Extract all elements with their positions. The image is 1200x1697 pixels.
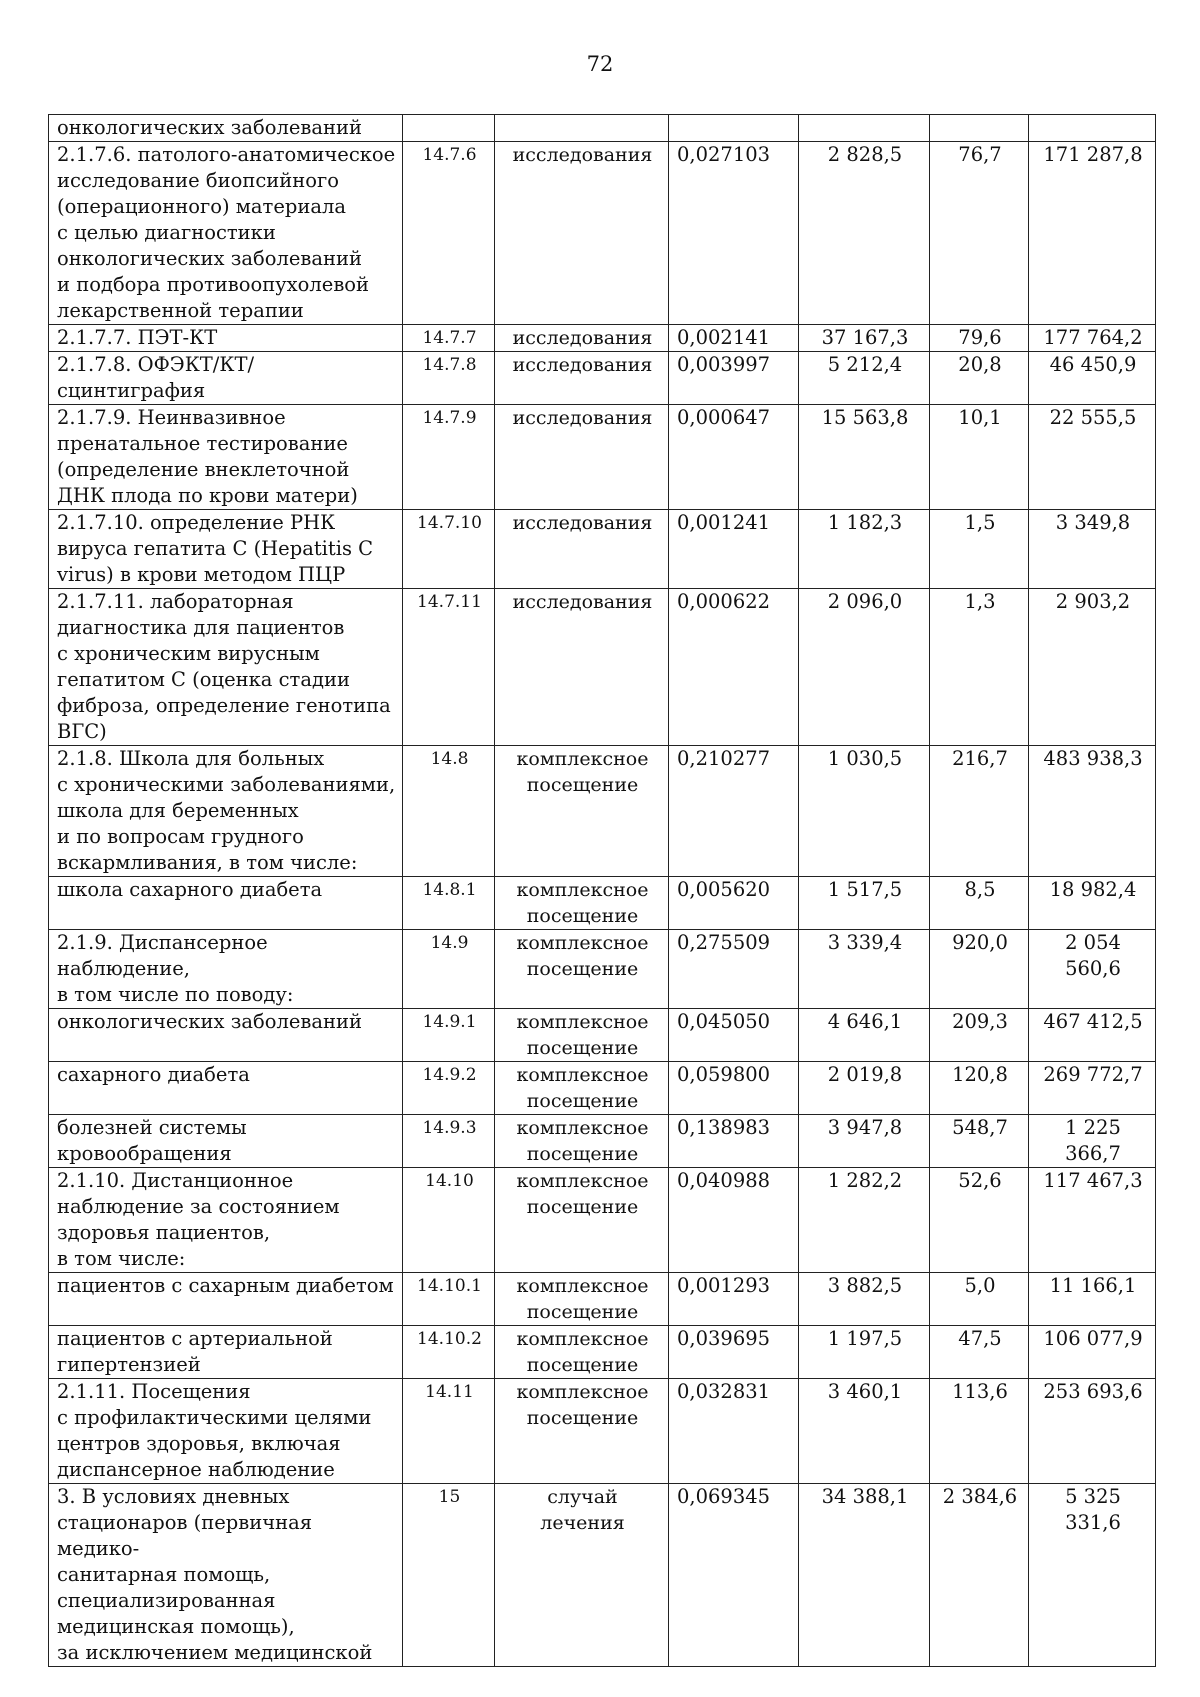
cell-code: 14.7.9 (403, 405, 495, 510)
cell-name: 2.1.11. Посещения с профилактическими целями центров здоровья, включая диспансерное наблюдение (49, 1379, 403, 1484)
cell-volume: 548,7 (930, 1115, 1029, 1168)
cell-sum: 5 325 331,6 (1029, 1484, 1156, 1667)
table-row (49, 115, 1156, 142)
cell-unit: исследования (495, 352, 669, 405)
cell-unit: комплексное посещение (495, 1326, 669, 1379)
cell-name: 2.1.7.9. Неинвазивное пренатальное тестирование (определение внеклеточной ДНК плода по крови матери) (49, 405, 403, 510)
cell-unit: комплексное посещение (495, 746, 669, 877)
cell-unit: исследования (495, 142, 669, 325)
cell-norm: 0,000622 (669, 589, 799, 746)
cell-cost: 2 096,0 (799, 589, 930, 746)
cell-sum: 177 764,2 (1029, 325, 1156, 352)
cell-norm: 0,027103 (669, 142, 799, 325)
table-row (49, 1379, 1156, 1484)
cell-unit: комплексное посещение (495, 1009, 669, 1062)
cell-name: 2.1.7.11. лабораторная диагностика для пациентов с хроническим вирусным гепатитом С (оценка стадии фиброза, определение генотипа ВГС) (49, 589, 403, 746)
cell-name: болезней системы кровообращения (49, 1115, 403, 1168)
cell-norm: 0,059800 (669, 1062, 799, 1115)
table-body (49, 115, 1156, 1667)
cell-code: 14.7.10 (403, 510, 495, 589)
cell-volume: 10,1 (930, 405, 1029, 510)
cell-name: 3. В условиях дневных стационаров (первичная медико- санитарная помощь, специализированная медицинская помощь), за исключением медицинской (49, 1484, 403, 1667)
cell-cost: 5 212,4 (799, 352, 930, 405)
cell-unit: комплексное посещение (495, 1379, 669, 1484)
cell-volume: 47,5 (930, 1326, 1029, 1379)
cell-norm: 0,045050 (669, 1009, 799, 1062)
table-row (49, 1009, 1156, 1062)
cell-volume: 1,5 (930, 510, 1029, 589)
cell-unit: комплексное посещение (495, 1062, 669, 1115)
table-row (49, 325, 1156, 352)
cell-volume: 1,3 (930, 589, 1029, 746)
cell-code: 15 (403, 1484, 495, 1667)
cell-norm: 0,001241 (669, 510, 799, 589)
table-row (49, 877, 1156, 930)
cell-unit: исследования (495, 589, 669, 746)
cell-name: 2.1.7.6. патолого-анатомическое исследование биопсийного (операционного) материала с целью диагностики онкологических заболеваний и подбора противоопухолевой лекарственной терапии (49, 142, 403, 325)
cell-cost: 37 167,3 (799, 325, 930, 352)
cell-sum: 22 555,5 (1029, 405, 1156, 510)
cell-cost: 1 197,5 (799, 1326, 930, 1379)
cell-cost: 2 828,5 (799, 142, 930, 325)
cell-norm: 0,210277 (669, 746, 799, 877)
cell-code: 14.10 (403, 1168, 495, 1273)
cell-cost (799, 115, 930, 142)
cell-volume: 20,8 (930, 352, 1029, 405)
cell-code: 14.9.2 (403, 1062, 495, 1115)
table-row (49, 1168, 1156, 1273)
cell-cost: 3 339,4 (799, 930, 930, 1009)
cell-volume: 52,6 (930, 1168, 1029, 1273)
table-row (49, 405, 1156, 510)
table-row (49, 746, 1156, 877)
cell-cost: 1 282,2 (799, 1168, 930, 1273)
cell-cost: 2 019,8 (799, 1062, 930, 1115)
cell-code: 14.10.2 (403, 1326, 495, 1379)
norms-table (48, 114, 1156, 1667)
cell-unit: комплексное посещение (495, 1115, 669, 1168)
cell-sum: 483 938,3 (1029, 746, 1156, 877)
cell-cost: 3 947,8 (799, 1115, 930, 1168)
cell-name: 2.1.7.7. ПЭТ-КТ (49, 325, 403, 352)
cell-sum: 269 772,7 (1029, 1062, 1156, 1115)
cell-name: 2.1.10. Дистанционное наблюдение за состоянием здоровья пациентов, в том числе: (49, 1168, 403, 1273)
cell-cost: 1 517,5 (799, 877, 930, 930)
table-row (49, 142, 1156, 325)
table-row (49, 1484, 1156, 1667)
cell-sum: 46 450,9 (1029, 352, 1156, 405)
cell-volume: 5,0 (930, 1273, 1029, 1326)
cell-name: 2.1.7.8. ОФЭКТ/КТ/сцинтиграфия (49, 352, 403, 405)
cell-unit (495, 115, 669, 142)
cell-volume: 8,5 (930, 877, 1029, 930)
cell-name: онкологических заболеваний (49, 115, 403, 142)
cell-unit: случай лечения (495, 1484, 669, 1667)
cell-volume: 120,8 (930, 1062, 1029, 1115)
cell-cost: 3 882,5 (799, 1273, 930, 1326)
cell-sum (1029, 115, 1156, 142)
cell-volume: 209,3 (930, 1009, 1029, 1062)
cell-sum: 171 287,8 (1029, 142, 1156, 325)
cell-unit: исследования (495, 405, 669, 510)
cell-code: 14.8.1 (403, 877, 495, 930)
cell-sum: 253 693,6 (1029, 1379, 1156, 1484)
cell-unit: исследования (495, 325, 669, 352)
cell-code: 14.9.3 (403, 1115, 495, 1168)
table-row (49, 1326, 1156, 1379)
cell-norm (669, 115, 799, 142)
cell-name: 2.1.7.10. определение РНК вируса гепатита С (Hepatitis C virus) в крови методом ПЦР (49, 510, 403, 589)
cell-volume: 216,7 (930, 746, 1029, 877)
cell-sum: 2 903,2 (1029, 589, 1156, 746)
cell-norm: 0,002141 (669, 325, 799, 352)
cell-volume: 79,6 (930, 325, 1029, 352)
cell-name: пациентов с сахарным диабетом (49, 1273, 403, 1326)
cell-code: 14.8 (403, 746, 495, 877)
table-row (49, 589, 1156, 746)
cell-code: 14.7.6 (403, 142, 495, 325)
cell-norm: 0,032831 (669, 1379, 799, 1484)
cell-unit: комплексное посещение (495, 1273, 669, 1326)
cell-sum: 117 467,3 (1029, 1168, 1156, 1273)
cell-unit: исследования (495, 510, 669, 589)
cell-code: 14.7.11 (403, 589, 495, 746)
cell-code: 14.10.1 (403, 1273, 495, 1326)
cell-code: 14.9.1 (403, 1009, 495, 1062)
cell-norm: 0,069345 (669, 1484, 799, 1667)
cell-norm: 0,003997 (669, 352, 799, 405)
cell-volume (930, 115, 1029, 142)
cell-sum: 11 166,1 (1029, 1273, 1156, 1326)
cell-cost: 34 388,1 (799, 1484, 930, 1667)
cell-unit: комплексное посещение (495, 1168, 669, 1273)
cell-norm: 0,039695 (669, 1326, 799, 1379)
cell-norm: 0,001293 (669, 1273, 799, 1326)
cell-name: 2.1.8. Школа для больных с хроническими заболеваниями, школа для беременных и по вопросам грудного вскармливания, в том числе: (49, 746, 403, 877)
cell-name: пациентов с артериальной гипертензией (49, 1326, 403, 1379)
cell-norm: 0,275509 (669, 930, 799, 1009)
table-row (49, 1273, 1156, 1326)
table-row (49, 1062, 1156, 1115)
cell-name: сахарного диабета (49, 1062, 403, 1115)
cell-norm: 0,005620 (669, 877, 799, 930)
cell-norm: 0,138983 (669, 1115, 799, 1168)
cell-norm: 0,000647 (669, 405, 799, 510)
cell-volume: 76,7 (930, 142, 1029, 325)
cell-sum: 18 982,4 (1029, 877, 1156, 930)
cell-code: 14.7.7 (403, 325, 495, 352)
cell-code: 14.9 (403, 930, 495, 1009)
page-number: 72 (586, 52, 614, 76)
cell-cost: 3 460,1 (799, 1379, 930, 1484)
cell-norm: 0,040988 (669, 1168, 799, 1273)
cell-volume: 113,6 (930, 1379, 1029, 1484)
table-row (49, 510, 1156, 589)
cell-code (403, 115, 495, 142)
cell-sum: 1 225 366,7 (1029, 1115, 1156, 1168)
cell-name: школа сахарного диабета (49, 877, 403, 930)
cell-code: 14.7.8 (403, 352, 495, 405)
cell-cost: 4 646,1 (799, 1009, 930, 1062)
cell-sum: 3 349,8 (1029, 510, 1156, 589)
table-row (49, 930, 1156, 1009)
cell-name: онкологических заболеваний (49, 1009, 403, 1062)
cell-volume: 920,0 (930, 930, 1029, 1009)
cell-cost: 1 182,3 (799, 510, 930, 589)
cell-unit: комплексное посещение (495, 877, 669, 930)
cell-sum: 2 054 560,6 (1029, 930, 1156, 1009)
cell-volume: 2 384,6 (930, 1484, 1029, 1667)
table-row (49, 1115, 1156, 1168)
cell-cost: 15 563,8 (799, 405, 930, 510)
cell-name: 2.1.9. Диспансерное наблюдение, в том числе по поводу: (49, 930, 403, 1009)
cell-sum: 106 077,9 (1029, 1326, 1156, 1379)
cell-code: 14.11 (403, 1379, 495, 1484)
cell-cost: 1 030,5 (799, 746, 930, 877)
cell-sum: 467 412,5 (1029, 1009, 1156, 1062)
cell-unit: комплексное посещение (495, 930, 669, 1009)
table-row (49, 352, 1156, 405)
